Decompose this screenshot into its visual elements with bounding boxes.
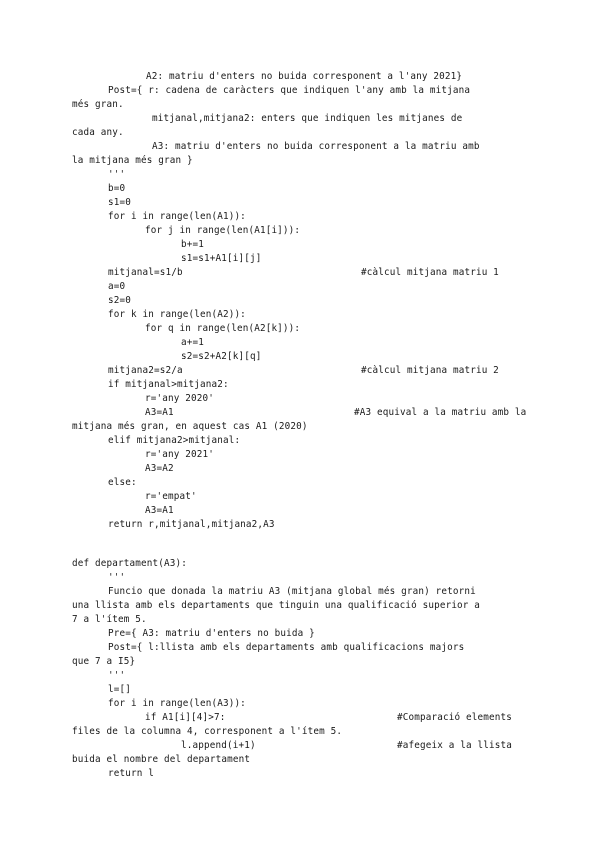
code-line: for q in range(len(A2[k])): [145,323,301,334]
code-line: s2=0 [108,295,131,306]
code-line: for k in range(len(A2)): [108,309,246,320]
code-line: ''' [108,670,126,681]
code-line: A2: matriu d'enters no buida corresponent a l'any 2021} [146,71,463,82]
docstring-line: una llista amb els departaments que tinguin una qualificació superior a [72,600,481,611]
docstring-line: que 7 a I5} [72,656,136,667]
code-line: A3=A2 [145,463,174,474]
code-line: mitjana2=s2/a [108,365,183,376]
code-line: return r,mitjanal,mitjana2,A3 [108,519,275,530]
code-line: for j in range(len(A1[i])): [145,225,301,236]
code-line: l.append(i+1) [181,740,256,751]
code-comment: files de la columna 4, corresponent a l'ítem 5. [72,726,343,737]
code-line: s2=s2+A2[k][q] [181,351,262,362]
code-line: else: [108,477,137,488]
code-line: if mitjanal>mitjana2: [108,379,229,390]
code-line: def departament(A3): [72,558,187,569]
code-comment: #càlcul mitjana matriu 2 [361,365,499,376]
code-comment: #A3 equival a la matriu amb la [354,407,527,418]
code-line: A3: matriu d'enters no buida corresponent a la matriu amb [152,141,480,152]
code-line: r='empat' [145,491,197,502]
code-line: més gran. [72,99,124,110]
code-line: if A1[i][4]>7: [145,712,226,723]
code-line: ''' [108,572,126,583]
code-line: A3=A1 [145,407,174,418]
docstring-line: Post={ l:llista amb els departaments amb qualificacions majors [108,642,465,653]
code-line: l=[] [108,684,131,695]
code-line: r='any 2021' [145,449,214,460]
code-line: A3=A1 [145,505,174,516]
code-line: b=0 [108,183,126,194]
docstring-line: Funcio que donada la matriu A3 (mitjana global més gran) retorni [108,586,476,597]
code-line: b+=1 [181,239,204,250]
docstring-line: Pre={ A3: matriu d'enters no buida } [108,628,315,639]
code-line: elif mitjana2>mitjanal: [108,435,241,446]
docstring-line: 7 a l'ítem 5. [72,614,147,625]
code-line: a=0 [108,281,126,292]
code-line: Post={ r: cadena de caràcters que indiquen l'any amb la mitjana [108,85,471,96]
code-line: return l [108,768,154,779]
code-comment: mitjana més gran, en aquest cas A1 (2020) [72,421,308,432]
code-line: r='any 2020' [145,393,214,404]
code-line: for i in range(len(A3)): [108,698,246,709]
code-line: s1=0 [108,197,131,208]
code-comment: buida el nombre del departament [72,754,251,765]
code-line: mitjanal,mitjana2: enters que indiquen les mitjanes de [152,113,463,124]
code-line: ''' [108,169,126,180]
code-comment: #afegeix a la llista [397,740,512,751]
code-comment: #càlcul mitjana matriu 1 [361,267,499,278]
code-line: mitjanal=s1/b [108,267,183,278]
code-line: la mitjana més gran } [72,155,193,166]
code-line: a+=1 [181,337,204,348]
code-line: cada any. [72,127,124,138]
code-comment: #Comparació elements [397,712,512,723]
code-line: for i in range(len(A1)): [108,211,246,222]
code-line: s1=s1+A1[i][j] [181,253,262,264]
